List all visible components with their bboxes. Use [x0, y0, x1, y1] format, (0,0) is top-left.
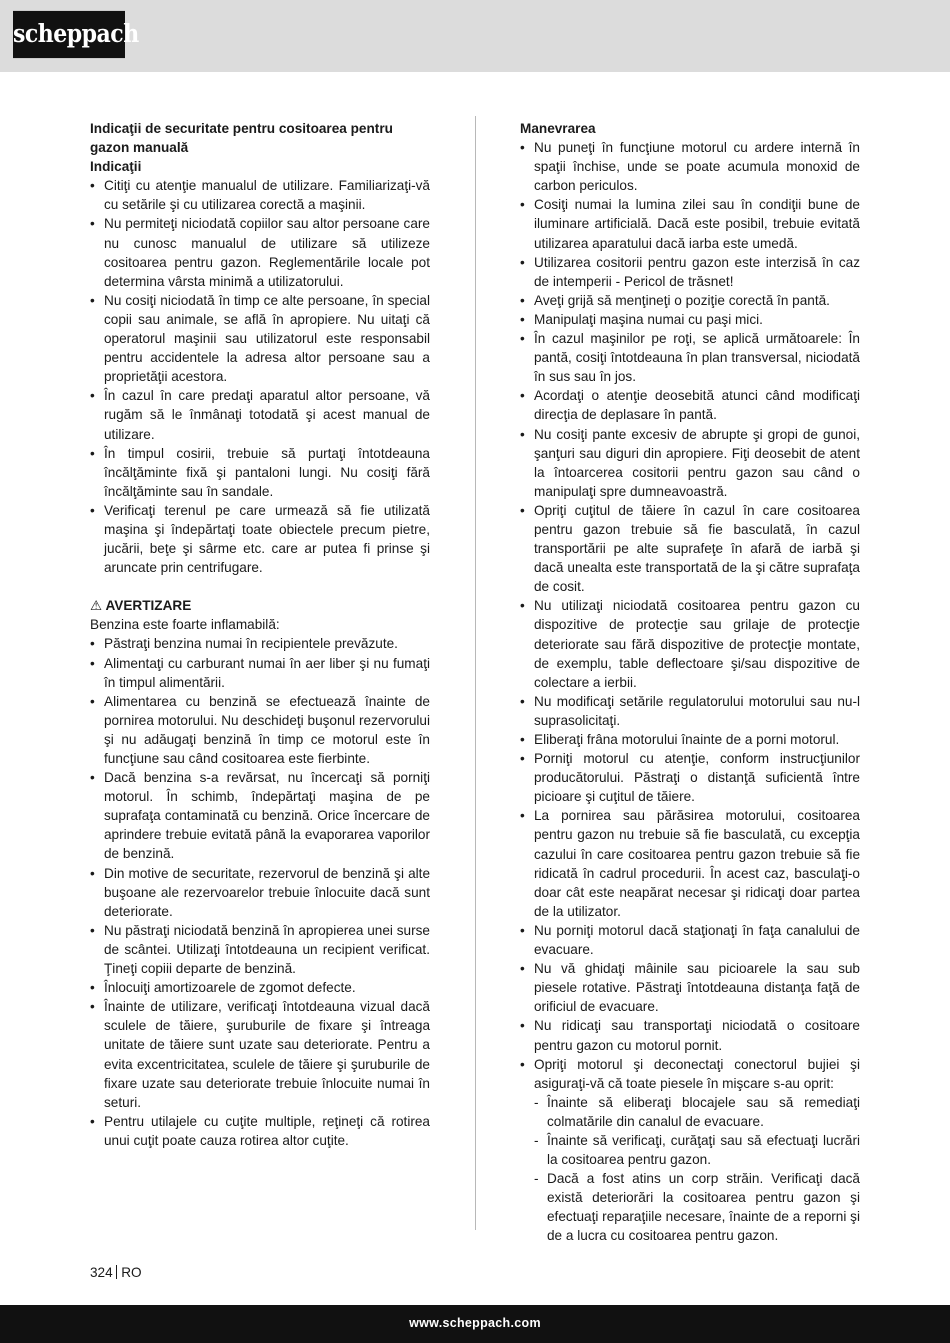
list-item: • Utilizarea cositorii pentru gazon este interzisă în caz de intemperii - Pericol de trăsnet! — [520, 253, 860, 291]
list-item: • Nu porniţi motorul dacă staţionaţi în faţa canalului de evacuare. — [520, 921, 860, 959]
list-item: • Din motive de securitate, rezervorul de benzină şi alte buşoane ale rezervoarelor trebuie înlocuite dacă sunt deteriorate. — [90, 864, 430, 921]
list-item: • În cazul maşinilor pe roţi, se aplică următoarele: În pantă, cosiţi întotdeauna în plan transversal, niciodată în sus sau în jos. — [520, 329, 860, 386]
list-item: • Nu puneţi în funcţiune motorul cu ardere internă în spaţii închise, unde se poate acumula monoxid de carbon periculos. — [520, 138, 860, 195]
list-item: • Opriţi cuţitul de tăiere în cazul în care cositoarea pentru gazon trebuie să fie basculată, în cazul transportării pe alte suprafeţe în afară de iarbă şi dacă unealta este transportată de la şi către suprafaţa de cosit. — [520, 501, 860, 596]
sub-list-item: - Dacă a fost atins un corp străin. Verificaţi dacă există deteriorări la cositoarea pentru gazon şi efectuaţi reparaţiile necesare, înainte de a reporni şi de a lucra cu cositoarea pentru gazon. — [520, 1169, 860, 1245]
scheppach-logo: scheppach — [13, 11, 125, 58]
list-item: • În timpul cosirii, trebuie să purtaţi întotdeauna încălţăminte fixă şi pantaloni lungi. Nu cosiţi fără încălţăminte sau în sandale. — [90, 444, 430, 501]
list-item: • Nu cosiţi pante excesiv de abrupte şi gropi de gunoi, şanţuri sau diguri din apropiere. Fiţi deosebit de atent la întoarcerea cositorii pentru gazon sau când o manipulaţi spre dumneavoastră. — [520, 425, 860, 501]
sub-list-item: - Înainte să verificaţi, curăţaţi sau să efectuaţi lucrări la cositoarea pentru gazon. — [520, 1131, 860, 1169]
list-item: • Nu cosiţi niciodată în timp ce alte persoane, în special copii sau animale, se află în apropiere. Nu uitaţi că operatorul maşinii sau utilizatorul este responsabil pentru accidentele la adresa altor persoane sau a proprietăţii acestora. — [90, 291, 430, 386]
left-column — [90, 119, 430, 1150]
sub-list-item: - Înainte să eliberaţi blocajele sau să remediaţi colmatările din canalul de evacuare. — [520, 1093, 860, 1131]
list-item: • Acordaţi o atenţie deosebită atunci când modificaţi direcţia de deplasare în pantă. — [520, 386, 860, 424]
list-item: • Înlocuiţi amortizoarele de zgomot defecte. — [90, 978, 430, 997]
list-item: • La pornirea sau părăsirea motorului, cositoarea pentru gazon nu trebuie să fie basculată, cu excepţia cazului în care cositoarea pentru gazon trebuie să fie ridicată în cadrul procedurii. În acest caz, basculaţi-o doar cât este neapărat necesar şi ridicaţi doar partea de la utilizator. — [520, 806, 860, 921]
list-item: • Alimentarea cu benzină se efectuează înainte de pornirea motorului. Nu deschideţi buşonul rezervorului şi nu adăugaţi benzină în timp ce motorul este în funcţiune sau când cositoarea este fierbinte. — [90, 692, 430, 768]
section-title-safety: Indicaţii de securitate pentru cositoarea pentru gazon manuală — [90, 121, 393, 156]
list-item: • Nu vă ghidaţi mâinile sau picioarele la sau sub piesele rotative. Păstraţi întotdeauna distanţa faţă de orificiul de evacuare. — [520, 959, 860, 1016]
list-item: • Nu modificaţi setările regulatorului motorului sau nu-l suprasolicitaţi. — [520, 692, 860, 730]
language-code: RO — [121, 1265, 142, 1280]
right-column — [520, 119, 860, 1246]
warning-heading — [90, 596, 430, 615]
list-item: • Aveţi grijă să menţineţi o poziţie corectă în pantă. — [520, 291, 860, 310]
list-item: • În cazul în care predaţi aparatul altor persoane, vă rugăm să le înmânaţi totodată şi acest manual de utilizare. — [90, 386, 430, 443]
warning-intro: Benzina este foarte inflamabilă: — [90, 617, 280, 633]
list-item: • Înainte de utilizare, verificaţi întotdeauna vizual dacă sculele de tăiere, şuruburile de fixare şi întreaga unitate de tăiere sunt uzate sau deteriorate. Pentru a evita excentricitatea, sculele de tăiere şi şuruburile de fixare uzate sau deteriorate trebuie înlocuite numai în seturi. — [90, 997, 430, 1112]
stop-motor-sublist — [520, 1093, 860, 1246]
section-title-handling: Manevrarea — [520, 121, 596, 136]
header-bar — [0, 0, 950, 72]
page-footer — [90, 1265, 142, 1280]
list-item: • Eliberaţi frâna motorului înainte de a porni motorul. — [520, 730, 860, 749]
list-item: • Păstraţi benzina numai în recipientele prevăzute. — [90, 634, 430, 653]
list-item: • Nu permiteţi niciodată copiilor sau altor persoane care nu cunosc manualul de utilizare să utilizeze cositoarea pentru gazon. Reglementările locale pot determina vârsta minimă a utilizatorului. — [90, 214, 430, 290]
subsection-title-indications: Indicaţii — [90, 159, 142, 175]
bottom-bar — [0, 1305, 950, 1343]
website-link[interactable]: www.scheppach.com — [409, 1316, 541, 1330]
warning-list — [90, 634, 430, 1150]
list-item: • Citiţi cu atenţie manualul de utilizare. Familiarizaţi-vă cu setările şi cu utilizarea corectă a maşinii. — [90, 176, 430, 214]
page-number: 324 — [90, 1265, 113, 1280]
warning-title: AVERTIZARE — [105, 598, 192, 614]
handling-list — [520, 138, 860, 1093]
list-item: • Nu păstraţi niciodată benzină în apropierea unei surse de scântei. Utilizaţi întotdeauna un recipient verificat. Ţineţi copiii departe de benzină. — [90, 921, 430, 978]
list-item: • Dacă benzina s-a revărsat, nu încercaţi să porniţi motorul. În schimb, îndepărtaţi maşina de pe suprafaţa contaminată cu benzină. Orice încercare de aprindere trebuie evitată până la evaporarea vaporilor de benzină. — [90, 768, 430, 863]
warning-icon: ⚠ — [90, 598, 103, 614]
list-item: • Porniţi motorul cu atenţie, conform instrucţiunilor producătorului. Păstraţi o distanţă suficientă între picioare şi cuţitul de tăiere. — [520, 749, 860, 806]
list-item: • Nu ridicaţi sau transportaţi niciodată o cositoare pentru gazon cu motorul pornit. — [520, 1016, 860, 1054]
safety-list — [90, 176, 430, 577]
list-item: • Alimentaţi cu carburant numai în aer liber şi nu fumaţi în timpul alimentării. — [90, 654, 430, 692]
list-item: • Cosiţi numai la lumina zilei sau în condiţii bune de iluminare artificială. Dacă este posibil, trebuie evitată utilizarea aparatului dacă iarba este umedă. — [520, 195, 860, 252]
list-item: • Manipulaţi maşina numai cu paşi mici. — [520, 310, 860, 329]
list-item: • Verificaţi terenul pe care urmează să fie utilizată maşina şi îndepărtaţi toate obiectele precum pietre, jucării, beţe şi sârme etc. care ar putea fi prinse şi aruncate prin centrifugare. — [90, 501, 430, 577]
list-item: • Nu utilizaţi niciodată cositoarea pentru gazon cu dispozitive de protecţie sau grilaje de protecţie deteriorate sau fără dispozitive de protecţie montate, de exemplu, table deflectoare şi/sau dispozitive de colectare a ierbii. — [520, 596, 860, 691]
column-divider — [475, 116, 476, 1230]
list-item: • Pentru utilajele cu cuţite multiple, reţineţi că rotirea unui cuţit poate cauza rotirea altor cuţite. — [90, 1112, 430, 1150]
list-item: • Opriţi motorul şi deconectaţi conectorul bujiei şi asiguraţi-vă că toate piesele în mişcare s-au oprit: — [520, 1055, 860, 1093]
footer-separator — [116, 1265, 118, 1279]
